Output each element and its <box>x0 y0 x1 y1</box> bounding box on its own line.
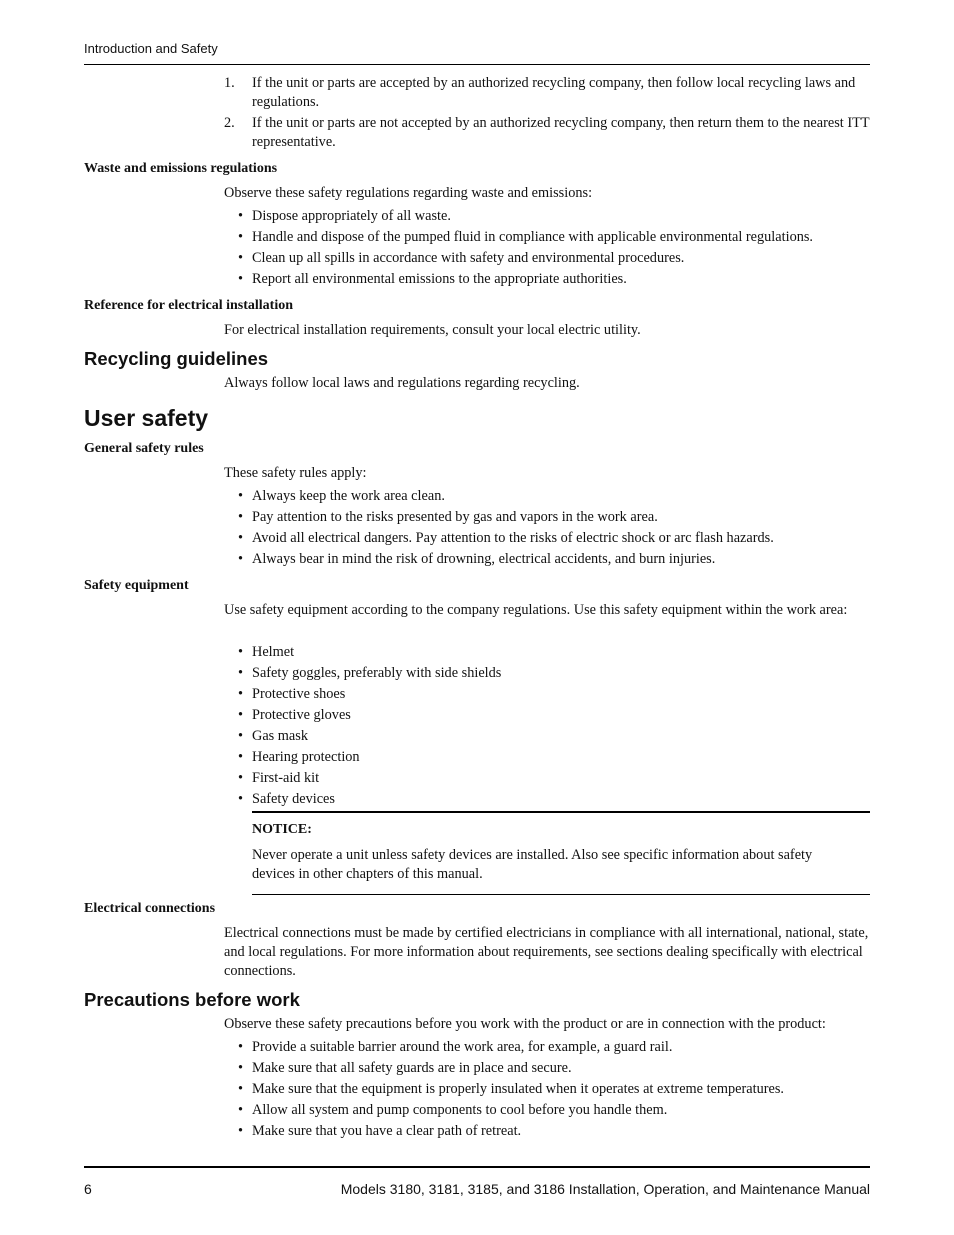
safety-equipment-heading: Safety equipment <box>84 578 189 593</box>
electrical-connections-text: Electrical connections must be made by certified electricians in compliance with all international, national, state, and local regulations. For more information about requirements, see sections dealing specifically with electrical connections. <box>224 925 869 979</box>
electrical-ref-heading: Reference for electrical installation <box>84 298 294 313</box>
precautions-intro: Observe these safety precautions before you work with the product or are in connection with the product: <box>224 1016 826 1032</box>
list-item: • Provide a suitable barrier around the work area, for example, a guard rail. <box>224 1038 870 1059</box>
step-text: If the unit or parts are accepted by an authorized recycling company, then follow local recycling laws and regulations. <box>252 75 856 110</box>
list-item: • Report all environmental emissions to the appropriate authorities. <box>224 270 870 291</box>
general-rules-list <box>224 487 870 571</box>
list-item: • Allow all system and pump components to cool before you handle them. <box>224 1101 870 1122</box>
waste-heading: Waste and emissions regulations <box>84 161 278 176</box>
general-rules-intro: These safety rules apply: <box>224 465 367 481</box>
user-safety-heading: User safety <box>84 405 209 431</box>
list-item: • Dispose appropriately of all waste. <box>224 207 870 228</box>
recycling-guidelines-heading: Recycling guidelines <box>84 348 269 369</box>
step-number: 1. <box>224 75 235 91</box>
list-item: • Make sure that the equipment is properly insulated when it operates at extreme temperatures. <box>224 1080 870 1101</box>
list-item: • Safety devices <box>224 790 870 811</box>
list-item: • Safety goggles, preferably with side shields <box>224 664 870 685</box>
recycling-steps-list <box>224 74 870 154</box>
notice-title: NOTICE: <box>252 822 312 837</box>
step-text: If the unit or parts are not accepted by an authorized recycling company, then return them to the nearest ITT representative. <box>252 115 870 150</box>
list-item: • Always bear in mind the risk of drowning, electrical accidents, and burn injuries. <box>224 550 870 571</box>
list-item: • Gas mask <box>224 727 870 748</box>
safety-equipment-intro: Use safety equipment according to the company regulations. Use this safety equipment within the work area: <box>224 602 848 618</box>
footer-divider <box>84 1166 870 1168</box>
notice-text: Never operate a unit unless safety devices are installed. Also see specific information about safety devices in other chapters of this manual. <box>252 847 813 882</box>
footer-title: Models 3180, 3181, 3185, and 3186 Installation, Operation, and Maintenance Manual <box>340 1181 870 1197</box>
list-item: • First-aid kit <box>224 769 870 790</box>
waste-intro: Observe these safety regulations regarding waste and emissions: <box>224 185 593 201</box>
list-item: • Protective shoes <box>224 685 870 706</box>
list-item: • Avoid all electrical dangers. Pay attention to the risks of electric shock or arc flash hazards. <box>224 529 870 550</box>
safety-equipment-list <box>224 643 870 811</box>
notice-box <box>252 811 870 895</box>
waste-list <box>224 207 870 291</box>
running-header: Introduction and Safety <box>84 41 218 56</box>
list-item: • Hearing protection <box>224 748 870 769</box>
list-item <box>224 74 870 112</box>
electrical-ref-text: For electrical installation requirements, consult your local electric utility. <box>224 322 641 338</box>
list-item: • Pay attention to the risks presented by gas and vapors in the work area. <box>224 508 870 529</box>
electrical-connections-heading: Electrical connections <box>84 901 216 916</box>
list-item: • Helmet <box>224 643 870 664</box>
list-item: • Protective gloves <box>224 706 870 727</box>
page-number: 6 <box>84 1181 92 1197</box>
precautions-heading: Precautions before work <box>84 989 300 1010</box>
list-item: • Make sure that all safety guards are in place and secure. <box>224 1059 870 1080</box>
list-item: • Clean up all spills in accordance with safety and environmental procedures. <box>224 249 870 270</box>
list-item: • Make sure that you have a clear path of retreat. <box>224 1122 870 1143</box>
list-item: • Always keep the work area clean. <box>224 487 870 508</box>
step-number: 2. <box>224 115 235 131</box>
list-item <box>224 114 870 152</box>
header-divider <box>84 64 870 65</box>
general-rules-heading: General safety rules <box>84 441 204 456</box>
recycling-guidelines-text: Always follow local laws and regulations regarding recycling. <box>224 375 580 391</box>
precautions-list <box>224 1038 870 1143</box>
list-item: • Handle and dispose of the pumped fluid in compliance with applicable environmental regulations. <box>224 228 870 249</box>
